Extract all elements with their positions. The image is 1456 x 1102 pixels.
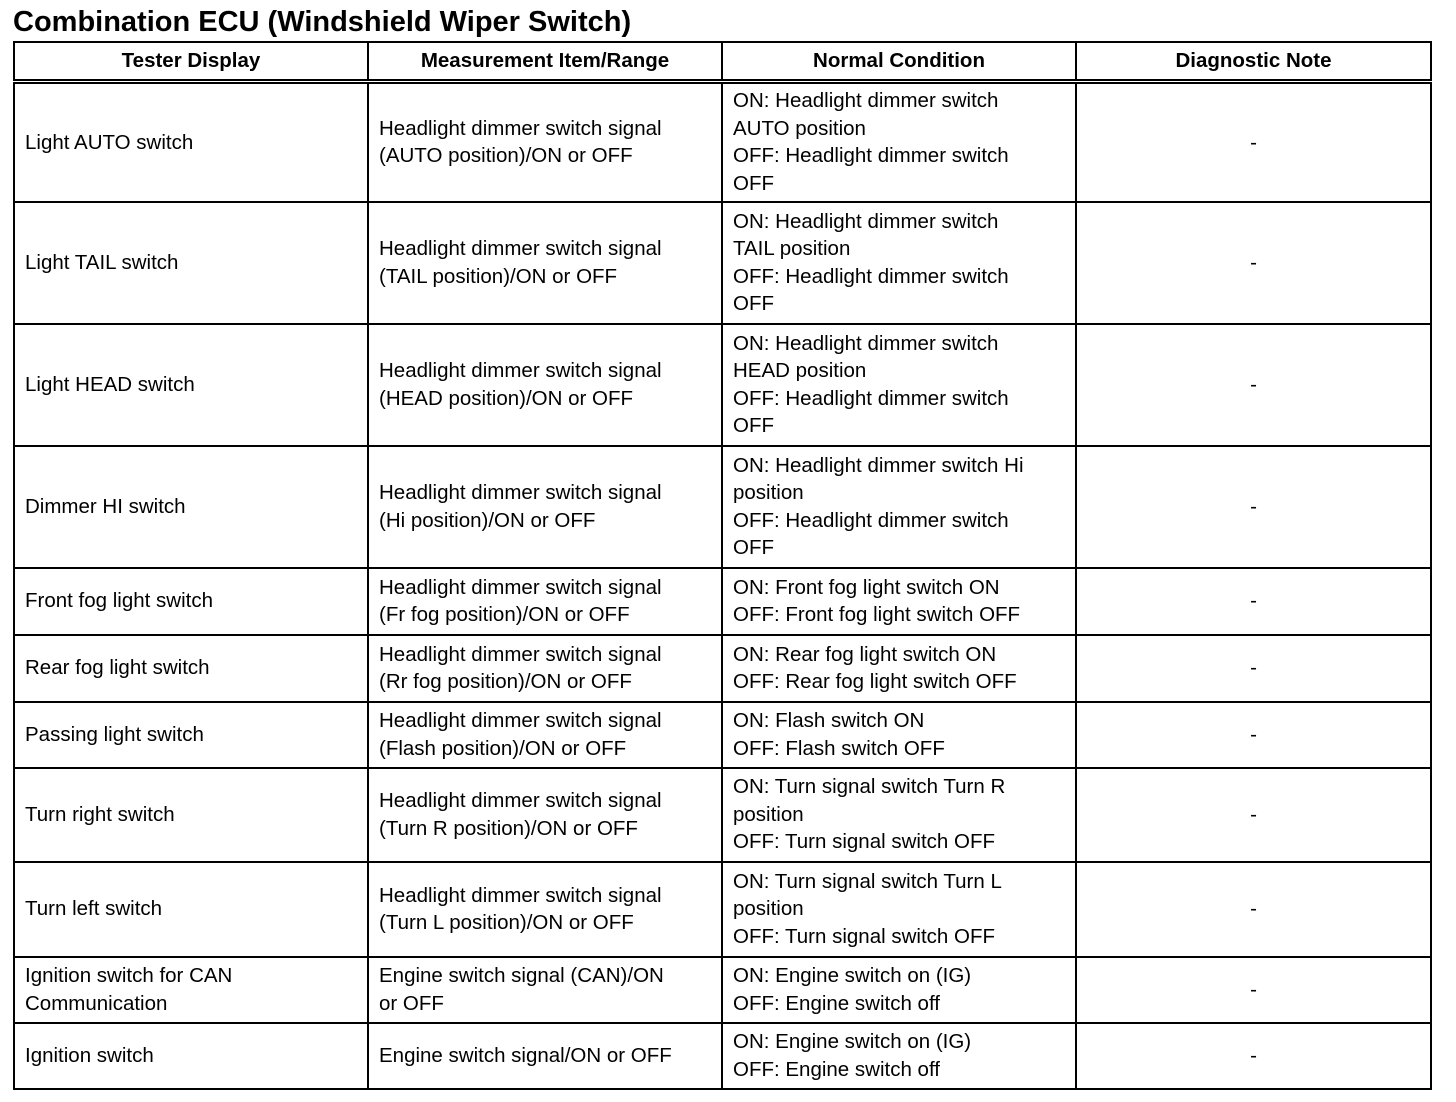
cell-text-line: (Rr fog position)/ON or OFF <box>379 670 632 693</box>
measurement-cell <box>368 702 722 768</box>
tester-display-cell <box>14 568 368 635</box>
cell-text-line: (TAIL position)/ON or OFF <box>379 264 618 288</box>
diagnostic-note-cell: - <box>1076 568 1431 635</box>
measurement-cell <box>368 446 722 568</box>
diagnostic-note-cell: - <box>1076 1023 1431 1089</box>
cell-text-line: OFF <box>733 291 774 315</box>
cell-text-line: OFF: Headlight dimmer switch <box>733 386 1009 410</box>
normal-condition-cell <box>722 202 1076 324</box>
normal-condition-cell <box>722 768 1076 862</box>
table-row <box>14 1023 1431 1089</box>
measurement-cell <box>368 82 722 202</box>
diagnostic-note-cell: - <box>1076 635 1431 702</box>
cell-text-line: OFF: Front fog light switch OFF <box>733 603 1021 626</box>
cell-text-line: Ignition switch for CAN <box>25 964 233 988</box>
tester-display-cell <box>14 702 368 768</box>
cell-text-line: ON: Engine switch on (IG) <box>733 964 972 988</box>
cell-text-line: OFF: Rear fog light switch OFF <box>733 670 1017 693</box>
tester-display-cell <box>14 957 368 1023</box>
tester-display-cell <box>14 202 368 324</box>
cell-text-line: ON: Headlight dimmer switch <box>733 89 999 113</box>
table-row <box>14 635 1431 702</box>
normal-condition-cell <box>722 446 1076 568</box>
cell-text-line: Headlight dimmer switch signal <box>379 575 662 599</box>
tester-display-cell <box>14 1023 368 1089</box>
cell-text-line: Communication <box>25 991 168 1015</box>
cell-text-line: position <box>733 897 804 921</box>
diagnostic-note-cell: - <box>1076 324 1431 446</box>
tester-display-cell <box>14 446 368 568</box>
normal-condition-cell <box>722 957 1076 1023</box>
measurement-cell <box>368 957 722 1023</box>
cell-text-line: ON: Rear fog light switch ON <box>733 642 997 666</box>
cell-text-line: OFF: Headlight dimmer switch <box>733 144 1009 168</box>
cell-text-line: (HEAD position)/ON or OFF <box>379 386 634 410</box>
cell-text-line: ON: Turn signal switch Turn L <box>733 869 1002 893</box>
cell-text-line: Light HEAD switch <box>25 372 195 396</box>
normal-condition-cell <box>722 324 1076 446</box>
column-header-normal-condition: Normal Condition <box>722 42 1076 82</box>
tester-display-cell <box>14 635 368 702</box>
diagnostic-note-cell: - <box>1076 446 1431 568</box>
cell-text-line: AUTO position <box>733 116 866 140</box>
table-header-row <box>14 42 1431 82</box>
cell-text-line: Headlight dimmer switch signal <box>379 789 662 813</box>
cell-text-line: Dimmer HI switch <box>25 494 186 518</box>
tester-display-cell <box>14 862 368 957</box>
normal-condition-cell <box>722 1023 1076 1089</box>
table-row <box>14 768 1431 862</box>
cell-text-line: Turn left switch <box>25 897 163 921</box>
cell-text-line: Ignition switch <box>25 1043 154 1067</box>
cell-text-line: OFF: Turn signal switch OFF <box>733 924 995 948</box>
cell-text-line: Headlight dimmer switch signal <box>379 359 662 383</box>
cell-text-line: ON: Front fog light switch ON <box>733 575 1000 599</box>
measurement-cell <box>368 324 722 446</box>
table-row <box>14 702 1431 768</box>
cell-text-line: Engine switch signal/ON or OFF <box>379 1043 672 1067</box>
measurement-cell <box>368 202 722 324</box>
cell-text-line: (Hi position)/ON or OFF <box>379 508 596 532</box>
cell-text-line: OFF <box>733 535 774 559</box>
cell-text-line: OFF: Turn signal switch OFF <box>733 830 995 854</box>
cell-text-line: Passing light switch <box>25 722 204 746</box>
diagnostic-note-cell: - <box>1076 862 1431 957</box>
measurement-cell <box>368 768 722 862</box>
cell-text-line: HEAD position <box>733 359 867 383</box>
normal-condition-cell <box>722 635 1076 702</box>
cell-text-line: Light TAIL switch <box>25 250 179 274</box>
normal-condition-cell <box>722 702 1076 768</box>
table-body <box>14 82 1431 1089</box>
cell-text-line: Headlight dimmer switch signal <box>379 116 662 140</box>
cell-text-line: ON: Flash switch ON <box>733 709 925 733</box>
cell-text-line: Headlight dimmer switch signal <box>379 237 662 261</box>
table-row <box>14 82 1431 202</box>
cell-text-line: Rear fog light switch <box>25 656 210 680</box>
cell-text-line: Light AUTO switch <box>25 130 194 154</box>
column-header-tester-display: Tester Display <box>14 42 368 82</box>
cell-text-line: ON: Headlight dimmer switch <box>733 209 999 233</box>
cell-text-line: (Flash position)/ON or OFF <box>379 736 627 760</box>
table-row <box>14 324 1431 446</box>
table-row <box>14 446 1431 568</box>
cell-text-line: Headlight dimmer switch signal <box>379 883 662 907</box>
cell-text-line: (Fr fog position)/ON or OFF <box>379 603 630 626</box>
table-row <box>14 862 1431 957</box>
normal-condition-cell <box>722 82 1076 202</box>
table-row <box>14 568 1431 635</box>
table-row <box>14 957 1431 1023</box>
normal-condition-cell <box>722 568 1076 635</box>
column-header-measurement-item: Measurement Item/Range <box>368 42 722 82</box>
cell-text-line: OFF: Flash switch OFF <box>733 736 945 760</box>
cell-text-line: (Turn L position)/ON or OFF <box>379 911 634 934</box>
table-row <box>14 202 1431 324</box>
cell-text-line: ON: Headlight dimmer switch <box>733 331 999 355</box>
diagnostic-note-cell: - <box>1076 768 1431 862</box>
cell-text-line: OFF: Headlight dimmer switch <box>733 508 1009 532</box>
cell-text-line: OFF: Engine switch off <box>733 1057 940 1081</box>
measurement-cell <box>368 862 722 957</box>
cell-text-line: position <box>733 802 804 826</box>
diagnostic-note-cell: - <box>1076 82 1431 202</box>
cell-text-line: (Turn R position)/ON or OFF <box>379 816 638 840</box>
page-title: Combination ECU (Windshield Wiper Switch) <box>13 6 632 38</box>
tester-display-cell <box>14 324 368 446</box>
cell-text-line: Front fog light switch <box>25 589 213 613</box>
cell-text-line: ON: Turn signal switch Turn R <box>733 775 1006 799</box>
cell-text-line: ON: Engine switch on (IG) <box>733 1030 972 1054</box>
tester-display-cell <box>14 82 368 202</box>
cell-text-line: Engine switch signal (CAN)/ON <box>379 964 664 988</box>
measurement-cell <box>368 635 722 702</box>
normal-condition-cell <box>722 862 1076 957</box>
cell-text-line: OFF <box>733 171 774 195</box>
measurement-cell <box>368 1023 722 1089</box>
diagnostic-note-cell: - <box>1076 957 1431 1023</box>
data-list-table <box>13 41 1432 1090</box>
cell-text-line: OFF: Engine switch off <box>733 991 940 1015</box>
cell-text-line: ON: Headlight dimmer switch Hi <box>733 453 1024 477</box>
cell-text-line: OFF: Headlight dimmer switch <box>733 264 1009 288</box>
cell-text-line: Turn right switch <box>25 802 175 826</box>
measurement-cell <box>368 568 722 635</box>
cell-text-line: OFF <box>733 413 774 437</box>
cell-text-line: Headlight dimmer switch signal <box>379 481 662 505</box>
cell-text-line: (AUTO position)/ON or OFF <box>379 144 633 168</box>
cell-text-line: TAIL position <box>733 237 851 261</box>
cell-text-line: Headlight dimmer switch signal <box>379 642 662 666</box>
cell-text-line: or OFF <box>379 991 444 1015</box>
cell-text-line: position <box>733 481 804 505</box>
cell-text-line: Headlight dimmer switch signal <box>379 709 662 733</box>
diagnostic-note-cell: - <box>1076 702 1431 768</box>
column-header-diagnostic-note: Diagnostic Note <box>1076 42 1431 82</box>
diagnostic-note-cell: - <box>1076 202 1431 324</box>
tester-display-cell <box>14 768 368 862</box>
